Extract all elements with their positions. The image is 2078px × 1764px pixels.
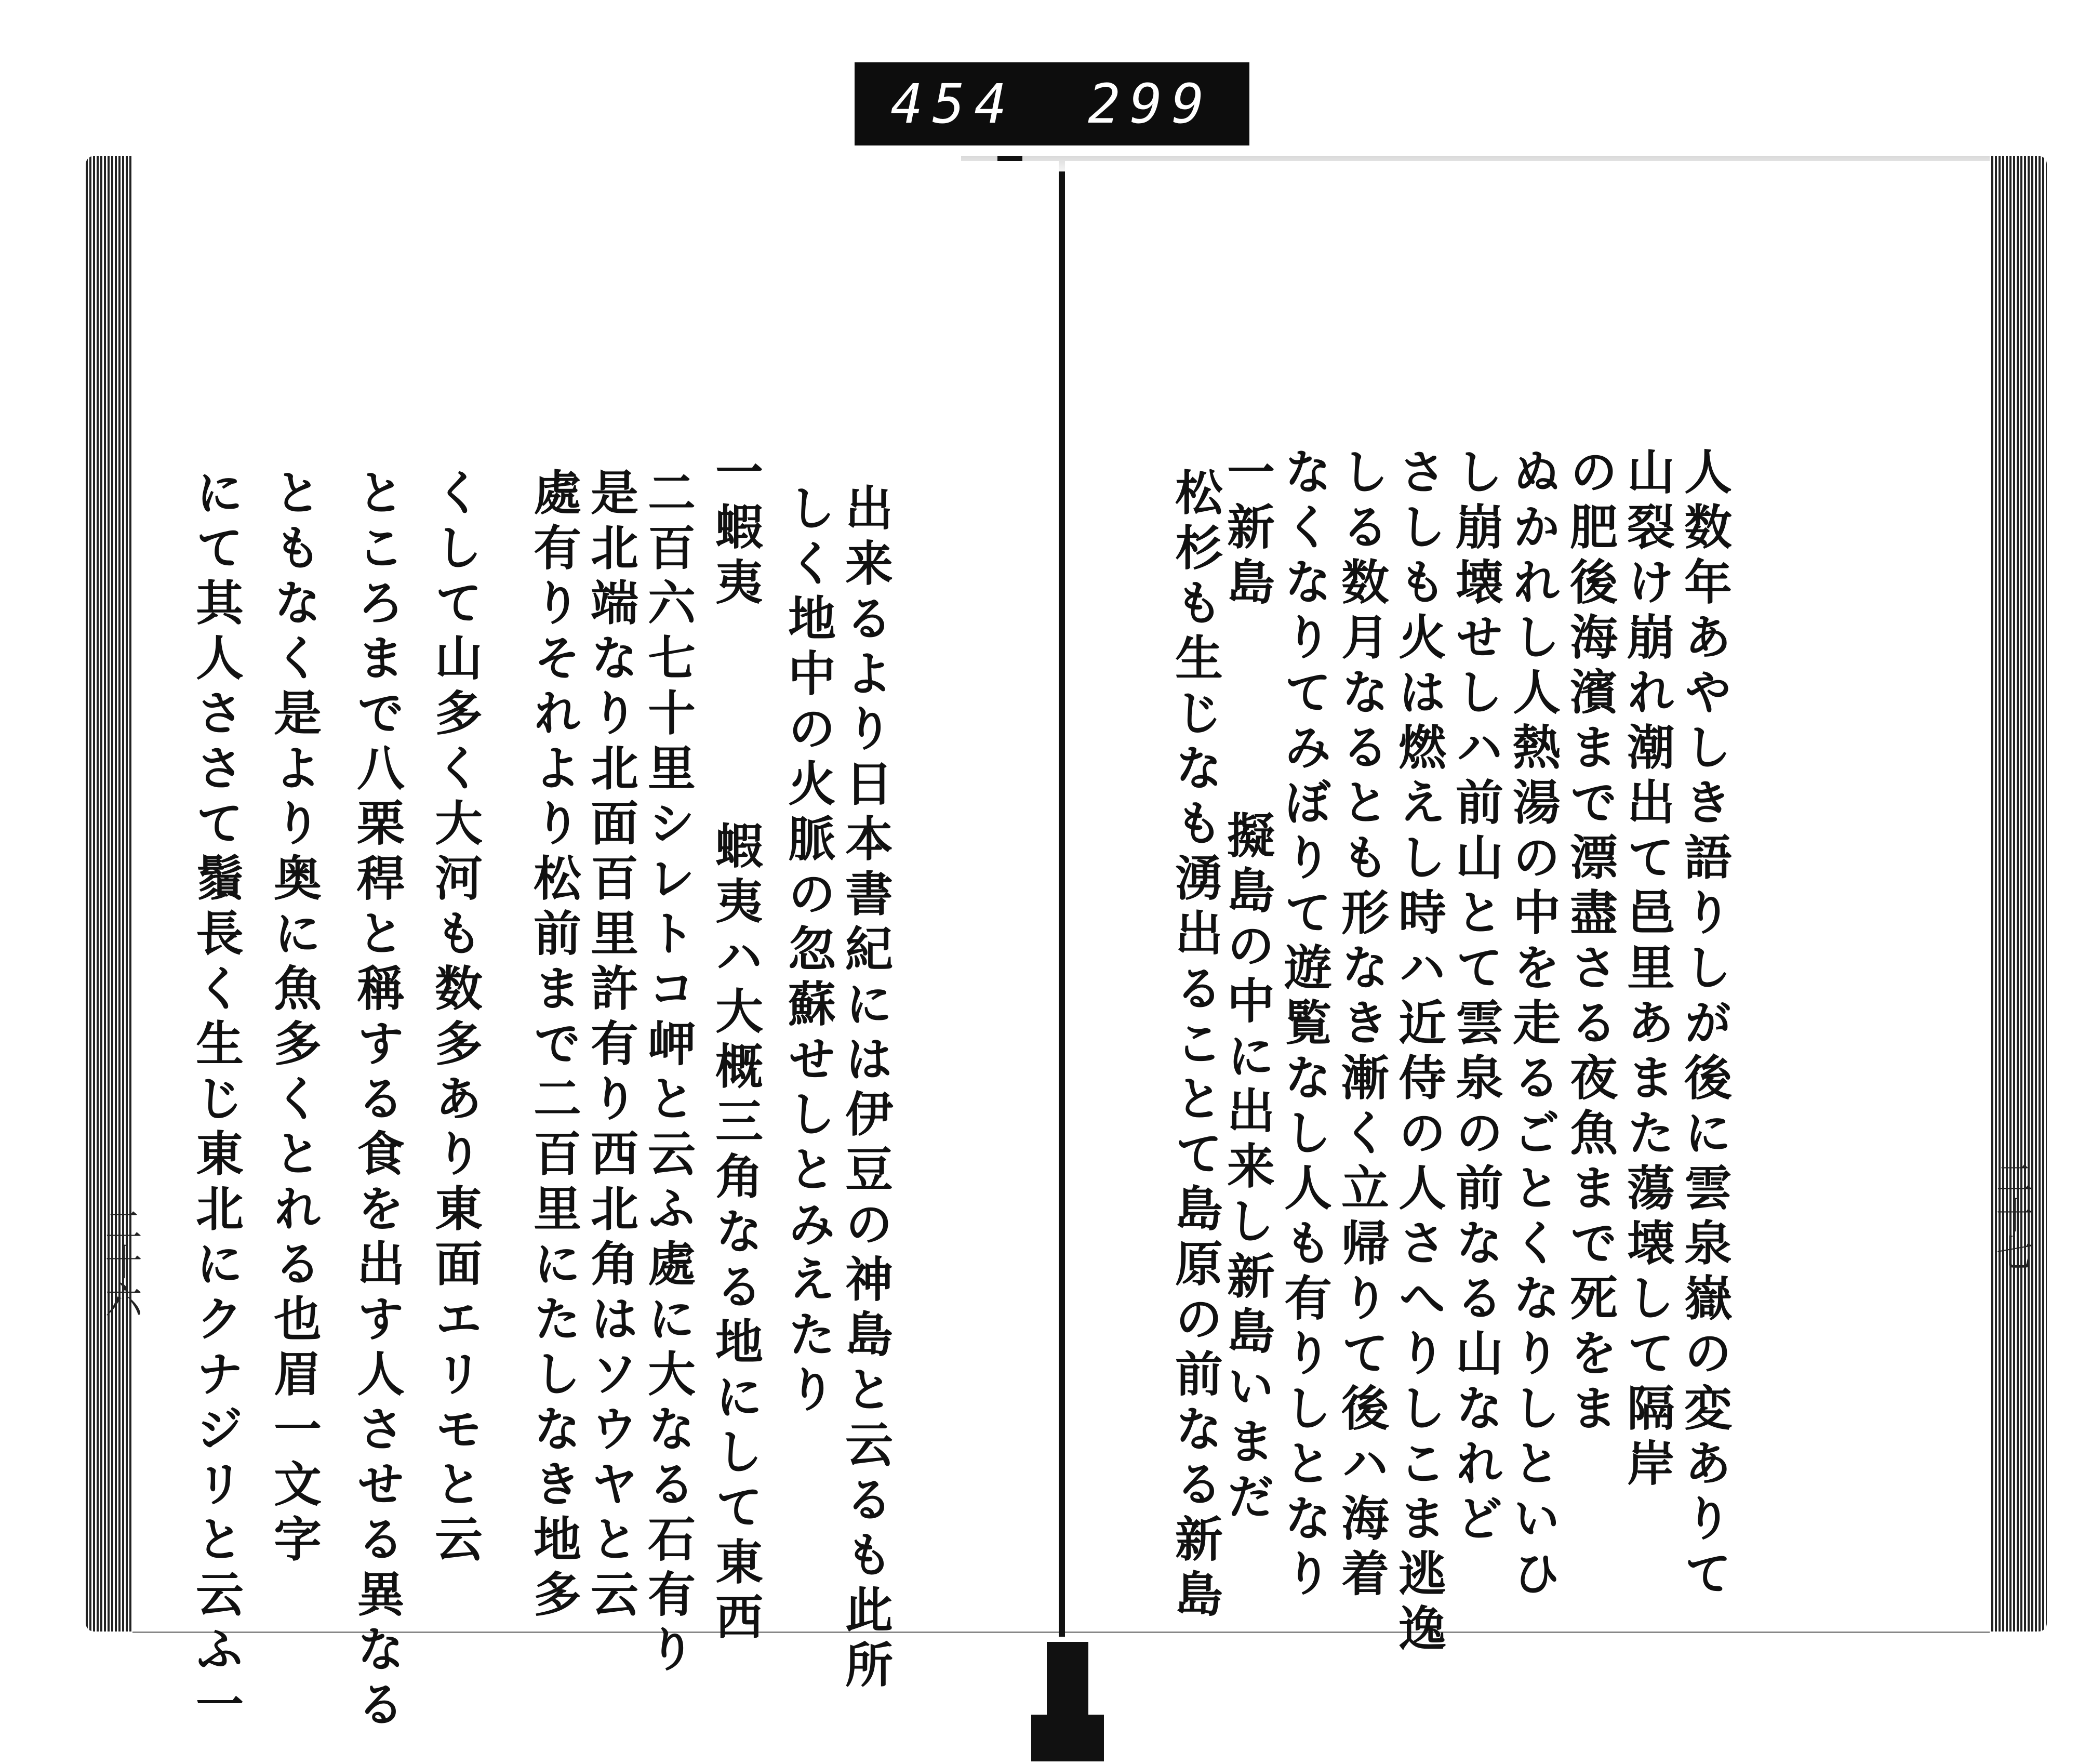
label-number-right: 299 — [1088, 72, 1214, 136]
left-col-10: ともなく是より奥に魚多くとれる也眉一文字 — [266, 468, 322, 1569]
right-col-1: 人数年あやしき語りしが後に雲泉嶽の変ありて — [1676, 447, 1733, 1603]
left-col-9: ところまで八栗稈と稱する食を出す人させる異なる — [349, 468, 405, 1734]
left-col-11: にて其人ささて鬚長く生じ東北にクナジリと云ふ一 — [188, 468, 244, 1734]
label-number-left: 454 — [890, 72, 1016, 136]
left-col-2: しく地中の火脈の忽蘇せしとみえたり — [780, 483, 836, 1420]
right-page-edge — [1990, 156, 2047, 1632]
right-col-10: 擬島の中に出来し新島いまだ — [1219, 811, 1275, 1527]
right-col-6: さしも火は燃えし時ハ近侍の人さへりしこま逃逸 — [1391, 447, 1447, 1659]
right-col-11: 松杉も生じなも湧出ることて島原の前なる新島 — [1167, 468, 1223, 1624]
book-spine — [1059, 171, 1065, 1637]
right-col-5: し崩壊せしハ前山とて雲泉の前なる山なれど — [1448, 447, 1504, 1548]
left-col-6: 是北端なり北面百里許有り西北角はソウヤと云 — [583, 468, 639, 1624]
right-col-7: しる数月なるとも形なき漸く立帰りて後ハ海着 — [1334, 447, 1390, 1603]
left-col-heading-ezo: 一蝦夷 — [708, 447, 764, 612]
left-folio: 二十六 — [99, 1205, 142, 1318]
right-col-8: なくなりてみぼりて遊覧なし人も有りしとなり — [1276, 447, 1333, 1603]
left-col-7: 處有りそれより松前まで二百里にたしなき地多 — [526, 468, 582, 1624]
left-page-edge — [86, 156, 132, 1632]
right-folio: 二十七 — [1990, 1159, 2033, 1271]
right-col-heading-new-island: 一新島 — [1219, 447, 1275, 612]
left-col-5: 二百六七十里シレトコ岬と云ふ處に大なる石有り — [640, 468, 696, 1679]
right-col-2: 山裂け崩れ潮出て邑里あまた蕩壊して隔岸 — [1619, 447, 1675, 1493]
left-col-1: 出来るより日本書紀には伊豆の神島と云るも此所 — [837, 483, 894, 1695]
left-col-8: くして山多く大河も数多あり東面エリモと云 — [427, 468, 483, 1569]
binding-clip-base — [1031, 1715, 1104, 1761]
archive-label — [855, 62, 1249, 145]
left-col-4: 蝦夷ハ大概三角なる地にして東西 — [708, 821, 764, 1647]
right-col-4: ぬかれし人熱湯の中を走るごとくなりしといひ — [1505, 447, 1561, 1603]
right-col-3: の肥後海濱まで漂盡さる夜魚まで死をま — [1562, 447, 1618, 1438]
